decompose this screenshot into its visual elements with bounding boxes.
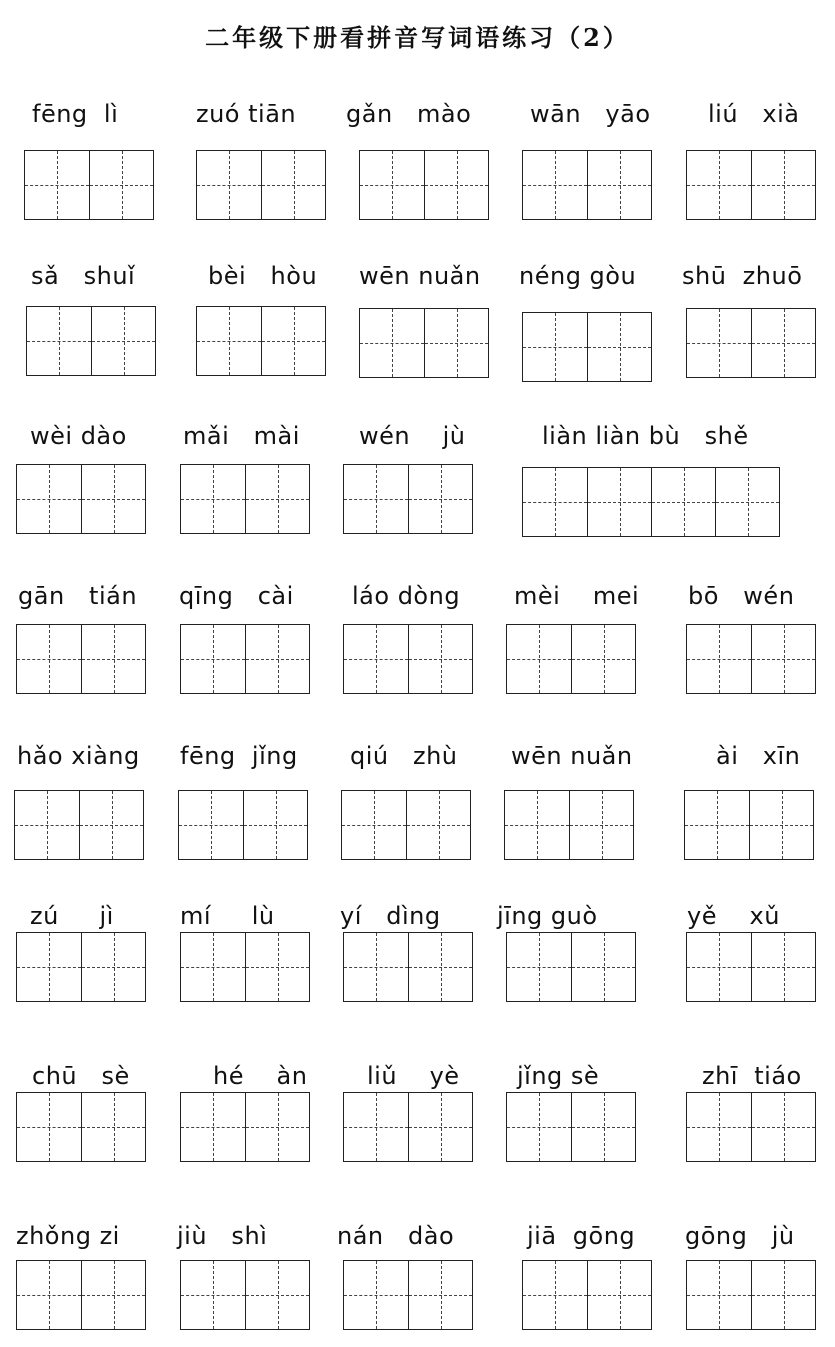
writing-cell[interactable] <box>523 1261 587 1329</box>
writing-cell[interactable] <box>687 309 751 377</box>
writing-cell[interactable] <box>751 933 815 1001</box>
writing-cell[interactable] <box>408 465 472 533</box>
pinyin-label: jǐng sè <box>517 1062 600 1090</box>
writing-grid[interactable] <box>686 624 816 694</box>
pinyin-label: zhǒng zi <box>16 1222 120 1250</box>
writing-grid[interactable] <box>522 467 780 537</box>
writing-cell[interactable] <box>408 933 472 1001</box>
writing-cell[interactable] <box>751 1261 815 1329</box>
pinyin-label: ài xīn <box>716 742 801 770</box>
pinyin-label: mèi mei <box>514 582 640 610</box>
pinyin-label: zuó tiān <box>196 100 297 128</box>
writing-cell[interactable] <box>587 468 651 536</box>
writing-cell[interactable] <box>424 151 488 219</box>
writing-cell[interactable] <box>715 468 779 536</box>
writing-cell[interactable] <box>408 625 472 693</box>
writing-cell[interactable] <box>344 933 408 1001</box>
pinyin-label: liú xià <box>708 100 800 128</box>
writing-cell[interactable] <box>523 151 587 219</box>
writing-cell[interactable] <box>687 625 751 693</box>
pinyin-label: liǔ yè <box>367 1062 460 1090</box>
writing-cell[interactable] <box>181 933 245 1001</box>
writing-grid[interactable] <box>343 1260 473 1330</box>
writing-grid[interactable] <box>180 464 310 534</box>
writing-grid[interactable] <box>506 932 636 1002</box>
writing-cell[interactable] <box>261 307 325 375</box>
writing-grid[interactable] <box>26 306 156 376</box>
pinyin-label: hé àn <box>213 1062 308 1090</box>
pinyin-label: nán dào <box>337 1222 455 1250</box>
pinyin-label: láo dòng <box>352 582 461 610</box>
writing-grid[interactable] <box>341 790 471 860</box>
pinyin-label: bō wén <box>688 582 795 610</box>
page-title: 二年级下册看拼音写词语练习（2） <box>205 23 630 52</box>
writing-cell[interactable] <box>197 307 261 375</box>
pinyin-label: fēng jǐng <box>180 742 298 770</box>
writing-cell[interactable] <box>17 933 81 1001</box>
pinyin-label: wèi dào <box>30 422 127 450</box>
writing-cell[interactable] <box>751 309 815 377</box>
writing-cell[interactable] <box>17 1093 81 1161</box>
writing-cell[interactable] <box>17 465 81 533</box>
pinyin-label: wēn nuǎn <box>511 742 633 770</box>
writing-cell[interactable] <box>687 933 751 1001</box>
writing-cell[interactable] <box>27 307 91 375</box>
writing-grid[interactable] <box>522 150 652 220</box>
writing-cell[interactable] <box>81 625 145 693</box>
pinyin-label: liàn liàn bù shě <box>542 422 749 450</box>
writing-grid[interactable] <box>16 464 146 534</box>
writing-cell[interactable] <box>243 791 307 859</box>
writing-cell[interactable] <box>523 313 587 381</box>
pinyin-label: qīng cài <box>179 582 294 610</box>
writing-cell[interactable] <box>360 309 424 377</box>
writing-cell[interactable] <box>261 151 325 219</box>
writing-grid[interactable] <box>16 1092 146 1162</box>
pinyin-label: néng gòu <box>519 262 637 290</box>
writing-cell[interactable] <box>569 791 633 859</box>
writing-cell[interactable] <box>181 465 245 533</box>
writing-grid[interactable] <box>686 150 816 220</box>
writing-cell[interactable] <box>81 933 145 1001</box>
pinyin-label: wān yāo <box>530 100 651 128</box>
pinyin-label: gǎn mào <box>346 100 472 128</box>
writing-cell[interactable] <box>571 933 635 1001</box>
writing-grid[interactable] <box>14 790 144 860</box>
writing-cell[interactable] <box>507 625 571 693</box>
pinyin-label: zú jì <box>30 902 114 930</box>
writing-grid[interactable] <box>24 150 154 220</box>
writing-cell[interactable] <box>179 791 243 859</box>
writing-grid[interactable] <box>522 312 652 382</box>
writing-cell[interactable] <box>507 933 571 1001</box>
writing-grid[interactable] <box>343 624 473 694</box>
writing-cell[interactable] <box>81 1093 145 1161</box>
writing-cell[interactable] <box>749 791 813 859</box>
writing-grid[interactable] <box>686 308 816 378</box>
writing-cell[interactable] <box>751 1093 815 1161</box>
writing-cell[interactable] <box>245 1093 309 1161</box>
pinyin-label: chū sè <box>32 1062 130 1090</box>
writing-cell[interactable] <box>751 151 815 219</box>
writing-grid[interactable] <box>178 790 308 860</box>
pinyin-label: qiú zhù <box>350 742 458 770</box>
writing-cell[interactable] <box>81 465 145 533</box>
writing-grid[interactable] <box>16 1260 146 1330</box>
writing-cell[interactable] <box>245 1261 309 1329</box>
writing-cell[interactable] <box>344 1093 408 1161</box>
writing-cell[interactable] <box>587 313 651 381</box>
writing-grid[interactable] <box>180 1092 310 1162</box>
writing-cell[interactable] <box>587 151 651 219</box>
writing-cell[interactable] <box>344 1261 408 1329</box>
pinyin-label: zhī tiáo <box>702 1062 802 1090</box>
writing-cell[interactable] <box>505 791 569 859</box>
writing-cell[interactable] <box>571 625 635 693</box>
writing-cell[interactable] <box>91 307 155 375</box>
pinyin-label: jiù shì <box>177 1222 268 1250</box>
writing-grid[interactable] <box>180 932 310 1002</box>
writing-cell[interactable] <box>406 791 470 859</box>
writing-cell[interactable] <box>687 1093 751 1161</box>
writing-cell[interactable] <box>344 465 408 533</box>
writing-cell[interactable] <box>197 151 261 219</box>
writing-grid[interactable] <box>180 1260 310 1330</box>
pinyin-label: yí dìng <box>340 902 441 930</box>
pinyin-label: shū zhuō <box>682 262 803 290</box>
writing-cell[interactable] <box>89 151 153 219</box>
writing-cell[interactable] <box>523 468 587 536</box>
writing-cell[interactable] <box>15 791 79 859</box>
writing-cell[interactable] <box>685 791 749 859</box>
writing-cell[interactable] <box>181 1093 245 1161</box>
writing-grid[interactable] <box>504 790 634 860</box>
writing-grid[interactable] <box>343 1092 473 1162</box>
pinyin-label: fēng lì <box>32 100 119 128</box>
writing-cell[interactable] <box>17 1261 81 1329</box>
pinyin-label: gān tián <box>18 582 138 610</box>
writing-grid[interactable] <box>16 932 146 1002</box>
pinyin-label: jīng guò <box>497 902 598 930</box>
writing-cell[interactable] <box>424 309 488 377</box>
writing-cell[interactable] <box>687 1261 751 1329</box>
writing-cell[interactable] <box>181 625 245 693</box>
writing-cell[interactable] <box>245 465 309 533</box>
writing-cell[interactable] <box>587 1261 651 1329</box>
writing-grid[interactable] <box>343 932 473 1002</box>
writing-cell[interactable] <box>79 791 143 859</box>
writing-cell[interactable] <box>342 791 406 859</box>
writing-cell[interactable] <box>81 1261 145 1329</box>
writing-cell[interactable] <box>651 468 715 536</box>
writing-cell[interactable] <box>507 1093 571 1161</box>
pinyin-label: mí lù <box>180 902 275 930</box>
writing-cell[interactable] <box>408 1093 472 1161</box>
writing-grid[interactable] <box>343 464 473 534</box>
pinyin-label: gōng jù <box>685 1222 795 1250</box>
writing-grid[interactable] <box>196 306 326 376</box>
writing-cell[interactable] <box>687 151 751 219</box>
writing-cell[interactable] <box>408 1261 472 1329</box>
writing-grid[interactable] <box>522 1260 652 1330</box>
pinyin-label: bèi hòu <box>208 262 318 290</box>
writing-grid[interactable] <box>686 1092 816 1162</box>
pinyin-label: jiā gōng <box>527 1222 636 1250</box>
pinyin-label: mǎi mài <box>183 422 300 450</box>
writing-cell[interactable] <box>25 151 89 219</box>
writing-grid[interactable] <box>16 624 146 694</box>
pinyin-label: yě xǔ <box>687 902 780 930</box>
writing-cell[interactable] <box>245 625 309 693</box>
writing-grid[interactable] <box>684 790 814 860</box>
writing-cell[interactable] <box>344 625 408 693</box>
pinyin-label: sǎ shuǐ <box>31 262 136 290</box>
writing-grid[interactable] <box>686 1260 816 1330</box>
writing-cell[interactable] <box>181 1261 245 1329</box>
writing-grid[interactable] <box>506 624 636 694</box>
writing-grid[interactable] <box>359 150 489 220</box>
writing-grid[interactable] <box>359 308 489 378</box>
pinyin-label: hǎo xiàng <box>17 742 140 770</box>
writing-cell[interactable] <box>17 625 81 693</box>
writing-grid[interactable] <box>686 932 816 1002</box>
writing-grid[interactable] <box>196 150 326 220</box>
writing-cell[interactable] <box>245 933 309 1001</box>
writing-grid[interactable] <box>506 1092 636 1162</box>
pinyin-label: wēn nuǎn <box>359 262 481 290</box>
writing-grid[interactable] <box>180 624 310 694</box>
writing-cell[interactable] <box>360 151 424 219</box>
writing-cell[interactable] <box>751 625 815 693</box>
pinyin-label: wén jù <box>359 422 466 450</box>
writing-cell[interactable] <box>571 1093 635 1161</box>
